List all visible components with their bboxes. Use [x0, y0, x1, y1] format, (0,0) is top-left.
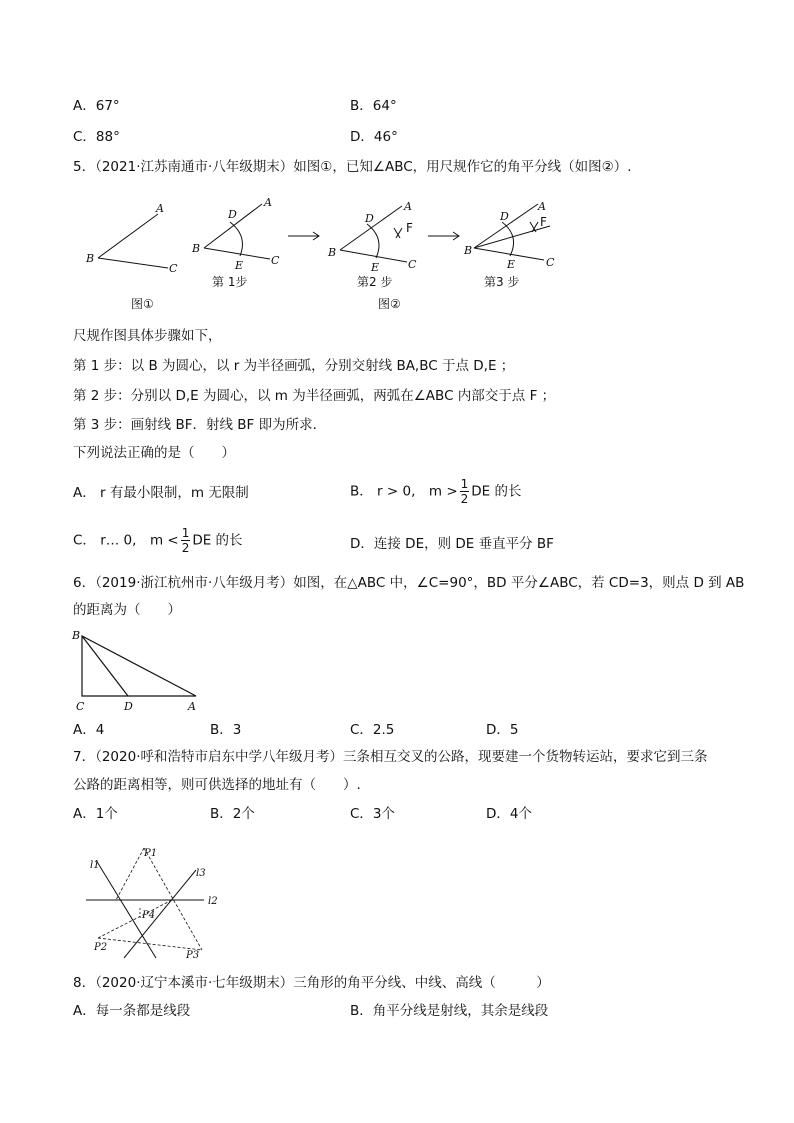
- q6-label-a: A: [188, 700, 196, 713]
- q6-option-c[interactable]: C．2.5: [350, 722, 395, 738]
- step3-label-d: D: [500, 210, 509, 223]
- q5-option-b[interactable]: [350, 477, 522, 506]
- step2-label-f: F: [406, 221, 413, 235]
- q5-option-c-fraction: $\frac{1}{2}$: [181, 526, 190, 555]
- q7-label-p4: P4: [142, 910, 156, 921]
- q7-stem-line2: 公路的距离相等，则可供选择的地址有（ ）.: [73, 777, 361, 793]
- step1-label-b: B: [192, 242, 201, 255]
- q5-option-b-post: DE 的长: [471, 483, 522, 500]
- step1-label-c: C: [271, 254, 280, 267]
- q7-label-p2: P2: [94, 942, 108, 953]
- q4-option-c[interactable]: C．88°: [73, 129, 120, 145]
- q8-stem: 8．（2020·辽宁本溪市·七年级期末）三角形的角平分线、中线、高线（ ）: [73, 975, 550, 991]
- step3-label-a: A: [538, 200, 546, 213]
- q7-label-p3: P3: [186, 950, 200, 961]
- q5-option-d[interactable]: D．连接 DE，则 DE 垂直平分 BF: [350, 536, 554, 552]
- step3-label-f: F: [540, 215, 547, 229]
- q6-triangle-figure: [70, 624, 210, 714]
- q5-construction-figure: [70, 196, 570, 326]
- q7-label-l2: l2: [208, 896, 218, 907]
- q5-step1: 第 1 步：以 B 为圆心，以 r 为半径画弧，分别交射线 BA,BC 于点 D,E ；: [73, 358, 515, 374]
- q5-step2: 第 2 步：分别以 D,E 为圆心，以 m 为半径画弧，两弧在∠ABC 内部交于点 F ；: [73, 388, 556, 404]
- q5-intro: 尺规作图具体步骤如下，: [73, 328, 222, 344]
- q8-option-b[interactable]: B．角平分线是射线，其余是线段: [350, 1003, 549, 1019]
- q7-roads-figure: [84, 840, 244, 965]
- q5-option-c-pre: C． r… 0, m <: [73, 532, 179, 549]
- fig1-label-c: C: [169, 262, 178, 275]
- q6-option-a[interactable]: A．4: [73, 722, 105, 738]
- q6-label-d: D: [124, 700, 133, 713]
- q6-stem-line2: 的距离为（ ）: [73, 602, 181, 618]
- q4-option-a[interactable]: A．67°: [73, 98, 120, 114]
- q8-option-a[interactable]: A．每一条都是线段: [73, 1003, 191, 1019]
- q5-option-c-post: DE 的长: [192, 532, 243, 549]
- q7-label-p1: P1: [144, 848, 158, 859]
- step1-caption: 第 1步: [212, 275, 248, 289]
- fig1-label-a: A: [156, 202, 164, 215]
- q7-label-l1: l1: [90, 860, 100, 871]
- q5-option-a[interactable]: A． r 有最小限制，m 无限制: [73, 485, 249, 501]
- step3-caption: 第3 步: [484, 275, 520, 289]
- q6-label-b: B: [72, 629, 81, 642]
- q5-question: 下列说法正确的是（ ）: [73, 445, 235, 461]
- q6-option-d[interactable]: D．5: [486, 722, 519, 738]
- step2-caption: 第2 步: [357, 275, 393, 289]
- q7-option-c[interactable]: C．3个: [350, 806, 396, 822]
- step3-label-b: B: [464, 244, 473, 257]
- q5-stem: 5．（2021·江苏南通市·八年级期末）如图①，已知∠ABC，用尺规作它的角平分线（如图②）.: [73, 159, 632, 175]
- fig1-label-b: B: [86, 252, 95, 265]
- q7-stem-line1: 7．（2020·呼和浩特市启东中学八年级月考）三条相互交叉的公路，现要建一个货物转运站，要求它到三条: [73, 749, 708, 765]
- q5-option-b-fraction: $\frac{1}{2}$: [460, 477, 469, 506]
- step2-label-d: D: [365, 212, 374, 225]
- step2-label-a: A: [404, 200, 412, 213]
- fig2-caption: 图②: [378, 297, 401, 311]
- step1-label-a: A: [264, 196, 272, 209]
- q6-label-c: C: [76, 700, 85, 713]
- q5-option-c[interactable]: [73, 526, 243, 555]
- fig1-caption: 图①: [131, 297, 154, 311]
- q6-stem-line1: 6．（2019·浙江杭州市·八年级月考）如图，在△ABC 中，∠C=90°，BD 平分∠ABC，若 CD=3，则点 D 到 AB: [73, 575, 745, 591]
- q7-option-b[interactable]: B．2个: [210, 806, 255, 822]
- q4-option-b[interactable]: B．64°: [350, 98, 397, 114]
- q5-option-b-pre: B． r > 0, m >: [350, 483, 458, 500]
- q7-option-d[interactable]: D．4个: [486, 806, 532, 822]
- step2-label-c: C: [408, 258, 417, 271]
- step2-label-e: E: [371, 261, 380, 274]
- q5-step3: 第 3 步：画射线 BF．射线 BF 即为所求．: [73, 417, 327, 433]
- step1-label-e: E: [235, 259, 244, 272]
- step3-label-e: E: [507, 258, 516, 271]
- step2-label-b: B: [328, 246, 337, 259]
- q7-option-a[interactable]: A．1个: [73, 806, 118, 822]
- step3-label-c: C: [546, 256, 555, 269]
- q4-option-d[interactable]: D．46°: [350, 129, 398, 145]
- q7-label-l3: l3: [196, 868, 206, 879]
- q6-option-b[interactable]: B．3: [210, 722, 242, 738]
- step1-label-d: D: [228, 208, 237, 221]
